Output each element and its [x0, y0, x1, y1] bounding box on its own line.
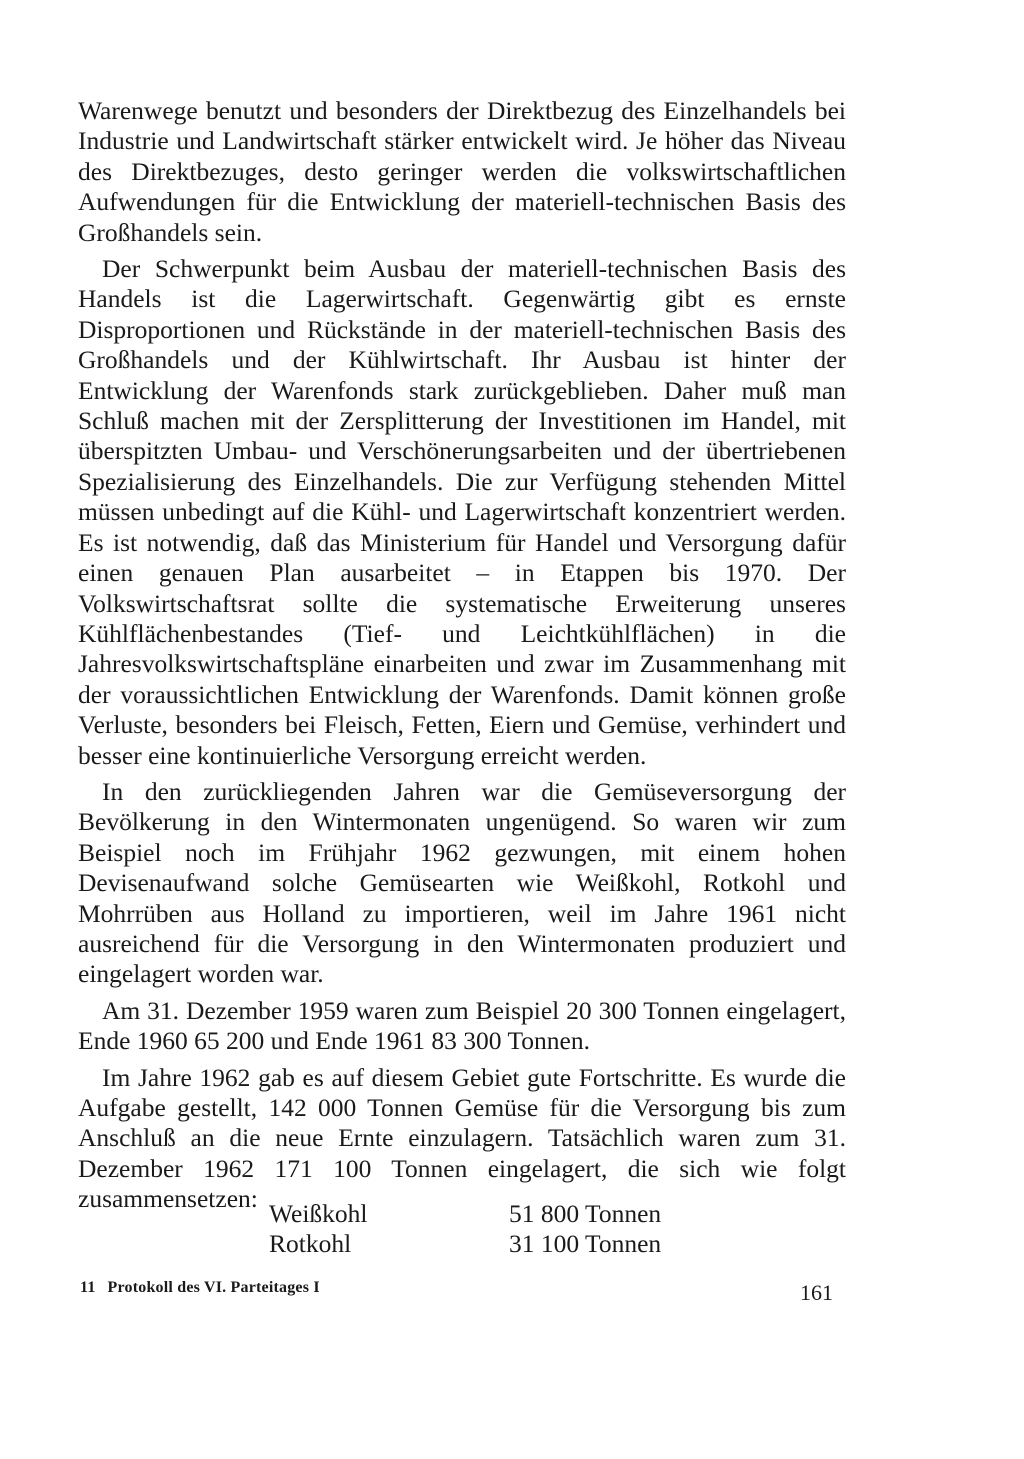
paragraph-5: Im Jahre 1962 gab es auf diesem Gebiet gute Fortschritte. Es wurde die Aufgabe gestellt, 142 000 Tonnen Gemüse für die Versorgung bis zum Anschluß an die neue Ernte einzulagern. Tatsächlich waren zum 31. Dezember 1962 171 100 Tonnen eingelagert, die sich wie folgt zusammensetzen: — [78, 1062, 846, 1214]
stock-list — [78, 1199, 846, 1260]
page-number: 161 — [800, 1280, 833, 1305]
paragraph-2: Der Schwerpunkt beim Ausbau der materiell-technischen Basis des Handels ist die Lagerwirtschaft. Gegenwärtig gibt es ernste Disproportionen und Rückstände in der materiell-technischen Basis des Großhandels und der Kühlwirtschaft. Ihr Ausbau ist hinter der Entwicklung der Warenfonds stark zurückgeblieben. Daher muß man Schluß machen mit der Zersplitterung der Investitionen im Handel, mit überspitzten Umbau- und Verschönerungsarbeiten und der übertriebenen Spezialisierung des Einzelhandels. Die zur Verfügung stehenden Mittel müssen unbedingt auf die Kühl- und Lagerwirtschaft konzentriert werden. Es ist notwendig, daß das Ministerium für Handel und Versorgung dafür einen genauen Plan ausarbeitet – in Etappen bis 1970. Der Volkswirtschaftsrat sollte die systematische Erweiterung unseres Kühlflächenbestandes (Tief- und Leichtkühlflächen) in die Jahresvolkswirtschaftspläne einarbeiten und zwar im Zusammenhang mit der voraussichtlichen Entwicklung der Warenfonds. Damit können große Verluste, besonders bei Fleisch, Fetten, Eiern und Gemüse, verhindert und besser eine kontinuierliche Versorgung erreicht werden. — [78, 254, 846, 770]
list-item-name: Rotkohl — [269, 1229, 352, 1259]
signature-mark: 11 — [80, 1279, 96, 1296]
body-text — [78, 96, 846, 1259]
paragraph-1: Warenwege benutzt und besonders der Direktbezug des Einzelhandels bei Industrie und Landwirtschaft stärker entwickelt wird. Je höher das Niveau des Direktbezuges, desto geringer werden die volkswirtschaftlichen Aufwendungen für die Entwicklung der materiell-technischen Basis des Großhandels sein. — [78, 96, 846, 247]
list-item — [78, 1199, 846, 1229]
paragraph-3: In den zurückliegenden Jahren war die Gemüseversorgung der Bevölkerung in den Wintermonaten ungenügend. So waren wir zum Beispiel noch im Frühjahr 1962 gezwungen, mit einem hohen Devisenaufwand solche Gemüsearten wie Weißkohl, Rotkohl und Mohrrüben aus Holland zu importieren, weil im Jahre 1961 nicht ausreichend für die Versorgung in den Wintermonaten produziert und eingelagert worden war. — [78, 776, 846, 989]
source-title: Protokoll des VI. Parteitages I — [107, 1279, 320, 1296]
list-item — [78, 1229, 846, 1259]
list-item-amount: 51 800 Tonnen — [509, 1199, 662, 1228]
list-item-name: Weißkohl — [269, 1199, 368, 1228]
footer-source-note — [80, 1279, 320, 1297]
list-item-amount: 31 100 Tonnen — [509, 1229, 662, 1259]
paragraph-4: Am 31. Dezember 1959 waren zum Beispiel 20 300 Tonnen eingelagert, Ende 1960 65 200 und Ende 1961 83 300 Tonnen. — [78, 995, 846, 1056]
